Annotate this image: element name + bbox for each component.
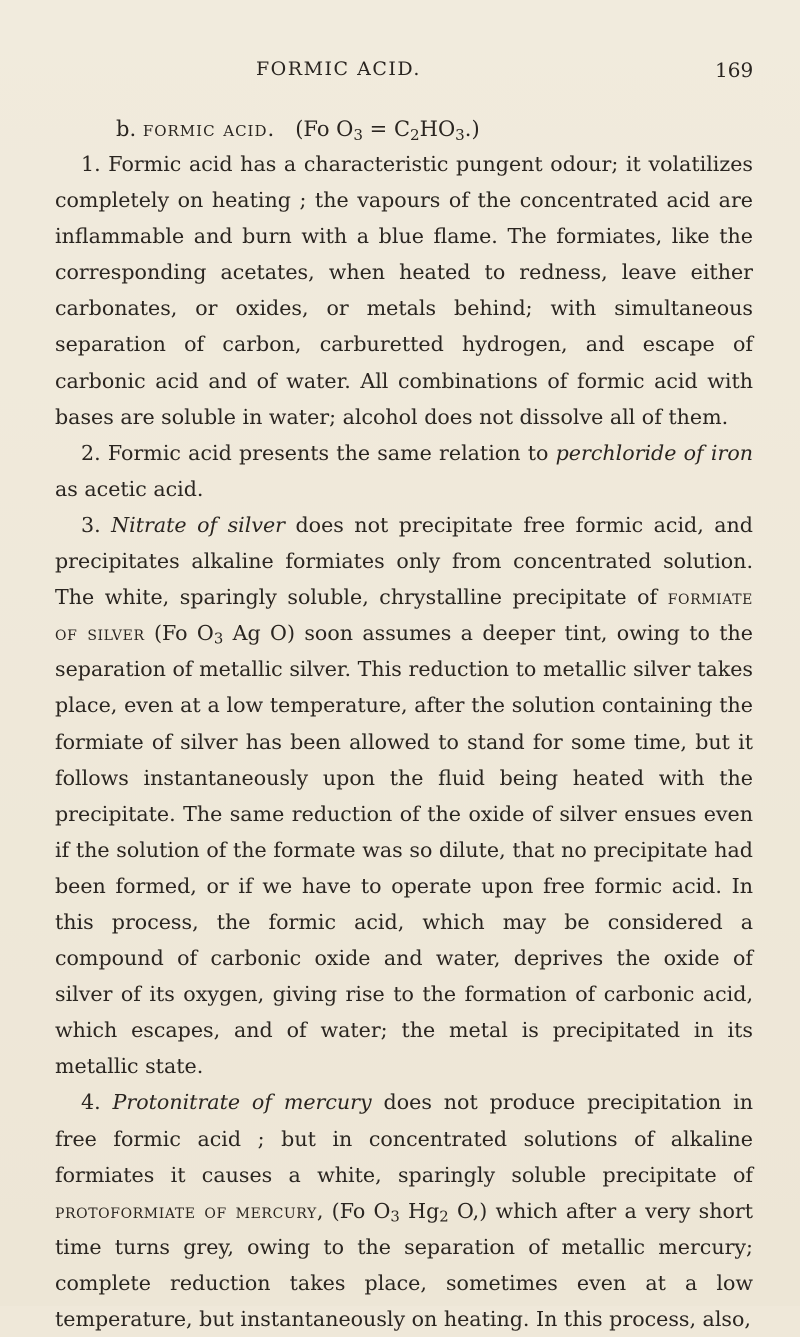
paragraph-3: 3. Nitrate of silver does not precipitate free formic acid, and precipitates alkaline formiates only from concentrated solution. The white, sparingly soluble, chrystalline precipitate of formiate of silver (Fo $O_3$ Ag O) soon assumes a deeper tint, owing to the separation of metallic silver. This reduction to metallic silver takes place, even at a low temperature, after the solution containing the formiate of silver has been allowed to stand for some time, but it follows instantaneously upon the fluid being heated with the precipitate. The same reduction of the oxide of silver ensues even if the solution of the formate was so dilute, that no precipitate had been formed, or if we have to operate upon free formic acid. In this process, the formic acid, which may be considered a compound of carbonic oxide and water, deprives the oxide of silver of its oxygen, giving rise to the formation of carbonic acid, which escapes, and of water; the metal is precipitated in its metallic state. bbox=[55, 512, 753, 1079]
section-label: b. bbox=[116, 117, 137, 141]
page-number: 169 bbox=[715, 58, 754, 82]
compound-protoformiate-of-mercury: protoformiate of mercury bbox=[55, 1198, 317, 1223]
section-title: formic acid. bbox=[142, 117, 276, 141]
section-formula: (Fo $O_3 = C_2HO_3$.) bbox=[295, 117, 480, 144]
reagent-perchloride-of-iron: perchloride of iron bbox=[555, 440, 753, 465]
paragraph-4: 4. Protonitrate of mercury does not produce precipitation in free formic acid ; but in concentrated solutions of alkaline formiates it causes a white, sparingly soluble precipitate of protoformiate of mercury, (Fo $O_3$ $Hg_2$ O,) which after a very short time turns grey, owing to the separation of metallic mercury; complete reduction takes place, sometimes even at a low temperature, but instantaneously on heating. In this process, also, bbox=[55, 1090, 753, 1331]
body-text bbox=[55, 146, 753, 1337]
running-head bbox=[0, 58, 800, 88]
reagent-nitrate-of-silver: Nitrate of silver bbox=[111, 512, 285, 537]
formula-protoformiate-of-mercury: , (Fo $O_3$ $Hg_2$ O,) bbox=[316, 1198, 488, 1226]
compound-formiate-of-silver: formiate of silver bbox=[55, 585, 753, 646]
formula-formiate-of-silver: (Fo $O_3$ Ag O) bbox=[144, 621, 295, 648]
reagent-protonitrate-of-mercury: Protonitrate of mercury bbox=[112, 1090, 372, 1115]
paragraph-1: 1. Formic acid has a characteristic pungent odour; it volatilizes completely on heating ; the vapours of the concentrated acid are inflammable and burn with a blue flame. The formiates, like the corresponding acetates, when heated to redness, leave either carbonates, or oxides, or metals behind; with simultaneous separation of carbon, carburetted hydrogen, and escape of carbonic acid and of water. All combinations of formic acid with bases are soluble in water; alcohol does not dissolve all of them. bbox=[55, 152, 753, 429]
paragraph-2: 2. Formic acid presents the same relation to perchloride of iron as acetic acid. bbox=[55, 440, 753, 501]
section-heading bbox=[116, 117, 736, 144]
running-head-title: FORMIC ACID. bbox=[256, 58, 421, 80]
